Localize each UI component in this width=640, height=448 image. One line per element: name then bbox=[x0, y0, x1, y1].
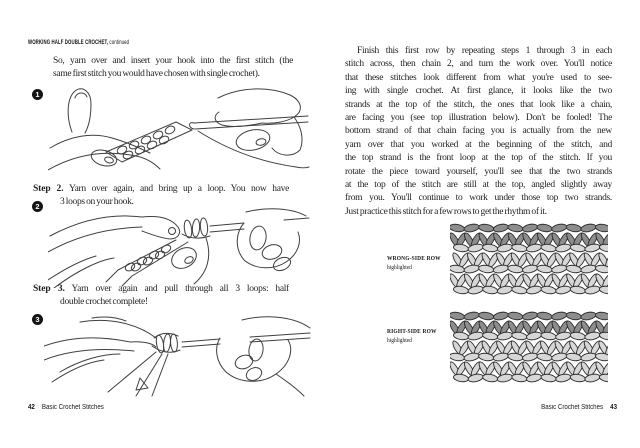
left-page-number: 42 bbox=[28, 404, 35, 411]
text-line: from you. You'll continue to work under those top two strands. bbox=[345, 193, 612, 204]
text-line: yarn over that you worked at the beginning of the stitch, and bbox=[345, 139, 612, 150]
right-page-number: 43 bbox=[610, 404, 617, 411]
running-header-suffix: continued bbox=[109, 39, 130, 46]
step-marker-2-number: 2 bbox=[35, 202, 40, 211]
illustration-step-1-hands bbox=[48, 86, 310, 174]
swatch-right-side-row bbox=[450, 309, 608, 389]
step-marker-3-number: 3 bbox=[35, 315, 40, 324]
text-line: rotate the piece toward yourself, you'll see that the two strands bbox=[345, 166, 612, 177]
step-3-text-line1: Yarn over again and pull through all 3 loops: half bbox=[71, 284, 289, 294]
text-line: same first stitch you would have chosen with single crochet). bbox=[53, 69, 260, 80]
text-line: ing with single crochet. At first glance, it looks like the two bbox=[345, 86, 612, 97]
step-marker-2 bbox=[32, 201, 43, 212]
text-line: stitch across, then chain 2, and turn the work over. You'll notice bbox=[345, 59, 612, 70]
text-line: Finish this first row by repeating steps 1 through 3 in each bbox=[357, 46, 612, 56]
step-marker-1-number: 1 bbox=[35, 90, 40, 99]
text-line: the top strand is the front loop at the top of the stitch. If you bbox=[345, 153, 612, 164]
swatch-wrong-side-row bbox=[450, 221, 608, 305]
step-3-paragraph bbox=[33, 283, 289, 309]
text-line: strands at the top of the stitch, the ones that look like a chain, bbox=[345, 99, 612, 110]
body-paragraph bbox=[345, 45, 612, 219]
illustration-step-2-hands bbox=[48, 208, 310, 288]
figure-label-wrong-side bbox=[387, 254, 441, 272]
text-line: are facing you (see top illustration below). Don't be fooled! The bbox=[345, 112, 612, 123]
step-2-label: Step 2. bbox=[33, 184, 64, 194]
step-2-paragraph bbox=[33, 183, 289, 209]
step-marker-3 bbox=[32, 314, 43, 325]
figure-label-wrong-side-title: WRONG-SIDE ROW bbox=[387, 255, 441, 262]
running-header bbox=[28, 39, 129, 46]
text-line: So, yarn over and insert your hook into the first stitch (the bbox=[53, 56, 293, 66]
figure-label-right-side-title: RIGHT-SIDE ROW bbox=[387, 328, 437, 335]
left-page-footer bbox=[28, 404, 104, 411]
text-line: Just practice this stitch for a few rows to get the rhythm of it. bbox=[345, 206, 547, 217]
text-line: that these stitches look different from what you're used to see- bbox=[345, 72, 612, 83]
illustration-step-3-hands bbox=[44, 316, 312, 398]
step-2-text-line1: Yarn over again, and bring up a loop. You now have bbox=[68, 184, 289, 194]
figure-label-wrong-side-sub: highlighted bbox=[387, 264, 412, 271]
intro-paragraph bbox=[53, 55, 293, 82]
figure-label-right-side bbox=[387, 327, 437, 345]
left-footer-section: Basic Crochet Stitches bbox=[41, 404, 104, 411]
text-line: at the top of the stitch are still at the top, angled slightly away bbox=[345, 179, 612, 190]
text-line: bottom strand of that chain facing you is actually from the new bbox=[345, 126, 612, 137]
right-page-footer bbox=[444, 404, 617, 411]
right-footer-section: Basic Crochet Stitches bbox=[541, 404, 604, 411]
step-3-text-line2: double crochet complete! bbox=[60, 297, 148, 307]
step-3-label: Step 3. bbox=[33, 284, 65, 294]
step-2-text-line2: 3 loops on your hook. bbox=[60, 197, 134, 207]
running-header-title: WORKING HALF DOUBLE CROCHET, bbox=[28, 39, 109, 46]
step-marker-1 bbox=[32, 89, 43, 100]
figure-label-right-side-sub: highlighted bbox=[387, 337, 412, 344]
